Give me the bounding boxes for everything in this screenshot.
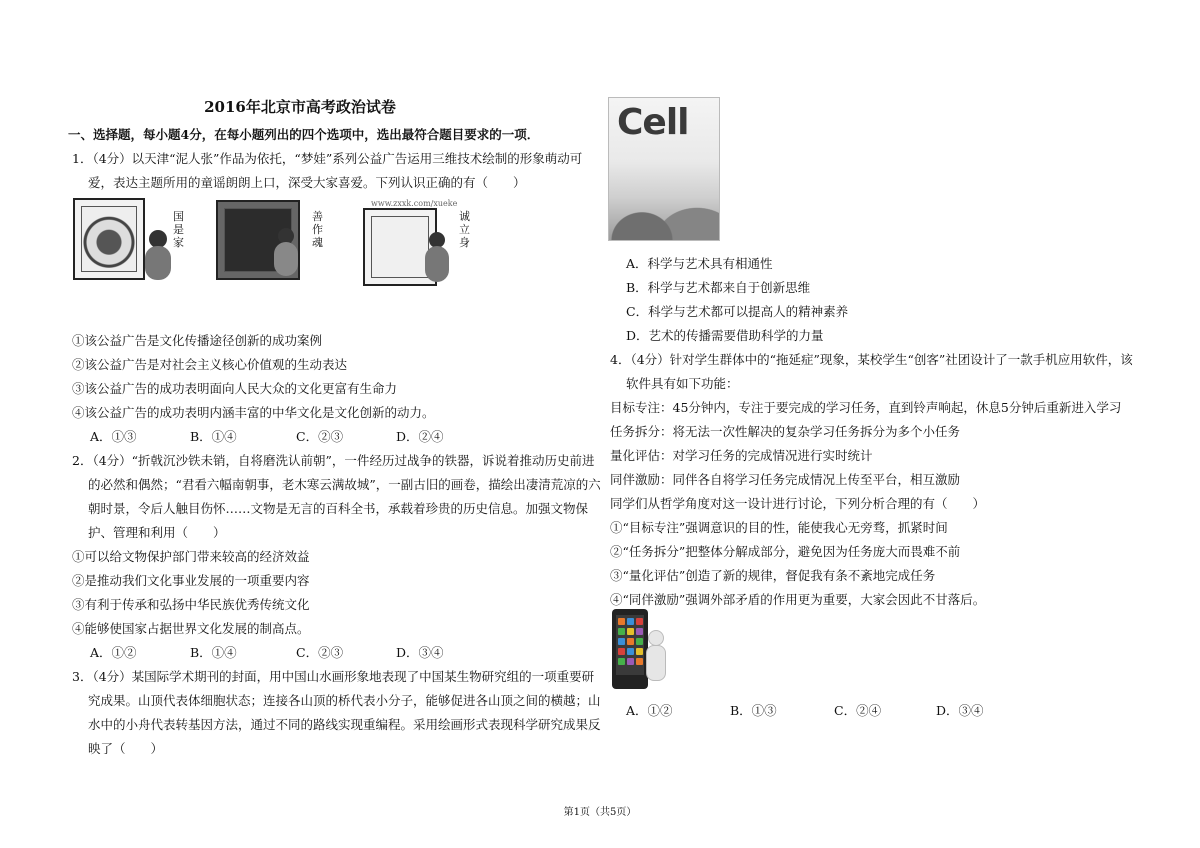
q2-line: 的必然和偶然；“君看六幅南朝事，老木寒云满故城”，一副古旧的画卷，描绘出凄清荒凉的六 bbox=[88, 477, 601, 492]
q2-item: ③有利于传承和弘扬中华民族优秀传统文化 bbox=[72, 597, 310, 612]
q2-item: ①可以给文物保护部门带来较高的经济效益 bbox=[72, 549, 310, 564]
q4-feature: 任务拆分：将无法一次性解决的复杂学习任务拆分为多个小任务 bbox=[610, 424, 961, 439]
q4-feature: 目标专注：45分钟内，专注于要完成的学习任务，直到铃声响起，休息5分钟后重新进入学习 bbox=[610, 400, 1122, 415]
q1-option-d: D．②④ bbox=[396, 429, 444, 444]
cell-cover-image bbox=[608, 97, 720, 241]
q2-item: ④能够使国家占据世界文化发展的制高点。 bbox=[72, 621, 310, 636]
q4-item: ②“任务拆分”把整体分解成部分，避免因为任务庞大而畏难不前 bbox=[610, 544, 961, 559]
q4-option-c: C．②④ bbox=[834, 703, 882, 718]
q4-option-a: A．①② bbox=[626, 703, 673, 718]
q4-options bbox=[626, 703, 984, 719]
q1-option-a: A．①③ bbox=[90, 429, 137, 444]
q2-line: 护、管理和利用（ ） bbox=[88, 525, 226, 540]
q4-feature: 量化评估：对学习任务的完成情况进行实时统计 bbox=[610, 448, 873, 463]
q4-option-d: D．③④ bbox=[936, 703, 984, 718]
q2-line: 朝时景，令后人触目伤怀……文物是无言的百科全书，承载着珍贵的历史信息。加强文物保 bbox=[88, 501, 589, 516]
q4-item: ①“目标专注”强调意识的目的性，能使我心无旁骛，抓紧时间 bbox=[610, 520, 948, 535]
figure-body bbox=[646, 645, 666, 681]
q1-image-1 bbox=[73, 196, 197, 288]
q1-image-3 bbox=[359, 196, 483, 296]
q2-option-b: B．①④ bbox=[190, 645, 237, 660]
q2-options bbox=[90, 645, 444, 661]
q1-item: ①该公益广告是文化传播途径创新的成功案例 bbox=[72, 333, 323, 348]
q1-image-1-caption: 国是家 bbox=[173, 210, 184, 249]
q1-line: 1．（4分）以天津“泥人张”作品为依托，“梦娃”系列公益广告运用三维技术绘制的形象萌动可 bbox=[72, 151, 583, 166]
q3-option-b: B．科学与艺术都来自于创新思维 bbox=[626, 280, 811, 295]
q2-option-d: D．③④ bbox=[396, 645, 444, 660]
page-title: 2016年北京市高考政治试卷 bbox=[204, 98, 396, 116]
page-footer: 第1页（共5页） bbox=[563, 807, 637, 818]
q2-item: ②是推动我们文化事业发展的一项重要内容 bbox=[72, 573, 310, 588]
q2-line: 2．（4分）“折戟沉沙铁未销，自将磨洗认前朝”，一件经历过战争的铁器，诉说着推动历史前进 bbox=[72, 453, 595, 468]
q1-item: ②该公益广告是对社会主义核心价值观的生动表达 bbox=[72, 357, 348, 372]
q1-item: ④该公益广告的成功表明内涵丰富的中华文化是文化创新的动力。 bbox=[72, 405, 435, 420]
section-heading: 一、选择题，每小题4分，在每小题列出的四个选项中，选出最符合题目要求的一项． bbox=[68, 127, 540, 142]
q3-line: 映了（ ） bbox=[88, 741, 164, 756]
q3-option-a: A．科学与艺术具有相通性 bbox=[626, 256, 773, 271]
q3-line: 水中的小舟代表转基因方法，通过不同的路线实现重编程。采用绘画形式表现科学研究成果反 bbox=[88, 717, 601, 732]
q4-feature: 同伴激励：同伴各自将学习任务完成情况上传至平台，相互激励 bbox=[610, 472, 961, 487]
q3-line: 究成果。山顶代表体细胞状态；连接各山顶的桥代表小分子，能够促进各山顶之间的横越；山 bbox=[88, 693, 601, 708]
q1-image-2 bbox=[216, 200, 340, 290]
q4-option-b: B．①③ bbox=[730, 703, 777, 718]
q1-item: ③该公益广告的成功表明面向人民大众的文化更富有生命力 bbox=[72, 381, 398, 396]
q2-option-a: A．①② bbox=[90, 645, 137, 660]
q4-prompt: 同学们从哲学角度对这一设计进行讨论，下列分析合理的有（ ） bbox=[610, 496, 986, 511]
q1-option-b: B．①④ bbox=[190, 429, 237, 444]
q4-line: 4．（4分）针对学生群体中的“拖延症”现象，某校学生“创客”社团设计了一款手机应用软件，该 bbox=[610, 352, 1133, 367]
q1-image-3-watermark: www.zxxk.com/xueke bbox=[371, 199, 458, 208]
cell-cover-title: Cell bbox=[617, 102, 689, 143]
q3-option-c: C．科学与艺术都可以提高人的精神素养 bbox=[626, 304, 849, 319]
q4-item: ③“量化评估”创造了新的规律，督促我有条不紊地完成任务 bbox=[610, 568, 936, 583]
smartphone-image bbox=[612, 609, 648, 689]
q1-options bbox=[90, 429, 444, 445]
q3-option-d: D．艺术的传播需要借助科学的力量 bbox=[626, 328, 824, 343]
figure-head bbox=[648, 630, 664, 646]
landscape-painting bbox=[609, 170, 719, 240]
q1-line: 爱，表达主题所用的童谣朗朗上口，深受大家喜爱。下列认识正确的有（ ） bbox=[88, 175, 526, 190]
q1-image-2-caption: 善作魂 bbox=[312, 210, 323, 249]
q1-option-c: C．②③ bbox=[296, 429, 344, 444]
q4-item: ④“同伴激励”强调外部矛盾的作用更为重要，大家会因此不甘落后。 bbox=[610, 592, 986, 607]
q3-line: 3．（4分）某国际学术期刊的封面，用中国山水画形象地表现了中国某生物研究组的一项重要研 bbox=[72, 669, 595, 684]
q1-image-3-caption: 诚立身 bbox=[459, 210, 470, 249]
q2-option-c: C．②③ bbox=[296, 645, 344, 660]
q4-line: 软件具有如下功能： bbox=[626, 376, 739, 391]
